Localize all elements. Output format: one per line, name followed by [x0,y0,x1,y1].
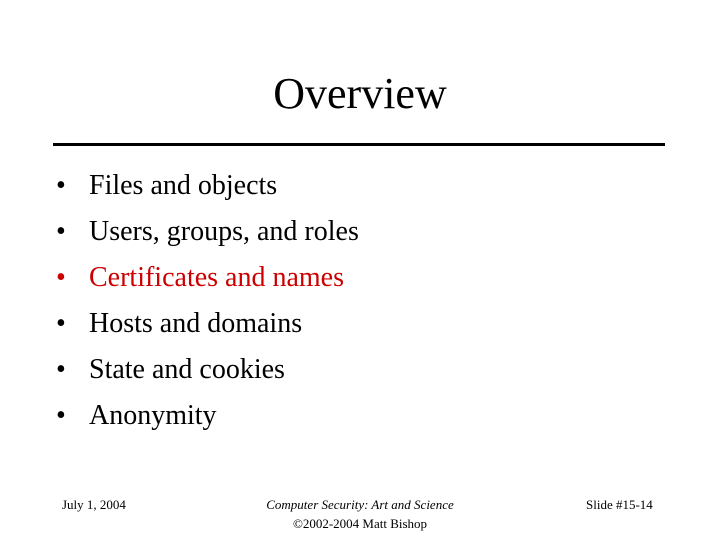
bullet-item [56,163,359,209]
slide-title: Overview [273,69,447,118]
footer-slide-number: Slide #15-14 [586,497,653,512]
bullet-item [56,301,359,347]
title-divider [53,143,665,146]
bullet-text: Files and objects [89,170,278,201]
footer-course-info [220,495,500,533]
bullet-icon: • [56,354,66,385]
bullet-text: Certificates and names [89,262,345,293]
bullet-text: Hosts and domains [89,308,303,339]
bullet-text: State and cookies [89,354,285,385]
bullet-item [56,393,359,439]
bullet-icon: • [56,262,66,293]
bullet-item [56,347,359,393]
bullet-icon: • [56,308,66,339]
bullet-text: Users, groups, and roles [89,216,359,247]
bullet-item [56,209,359,255]
bullet-list [56,163,359,439]
bullet-icon: • [56,170,66,201]
footer-course-title: Computer Security: Art and Science [266,497,454,512]
footer-date: July 1, 2004 [62,497,126,512]
bullet-icon: • [56,216,66,247]
footer-copyright: ©2002-2004 Matt Bishop [292,516,428,531]
bullet-item [56,255,359,301]
bullet-icon: • [56,400,66,431]
bullet-text: Anonymity [89,400,217,431]
